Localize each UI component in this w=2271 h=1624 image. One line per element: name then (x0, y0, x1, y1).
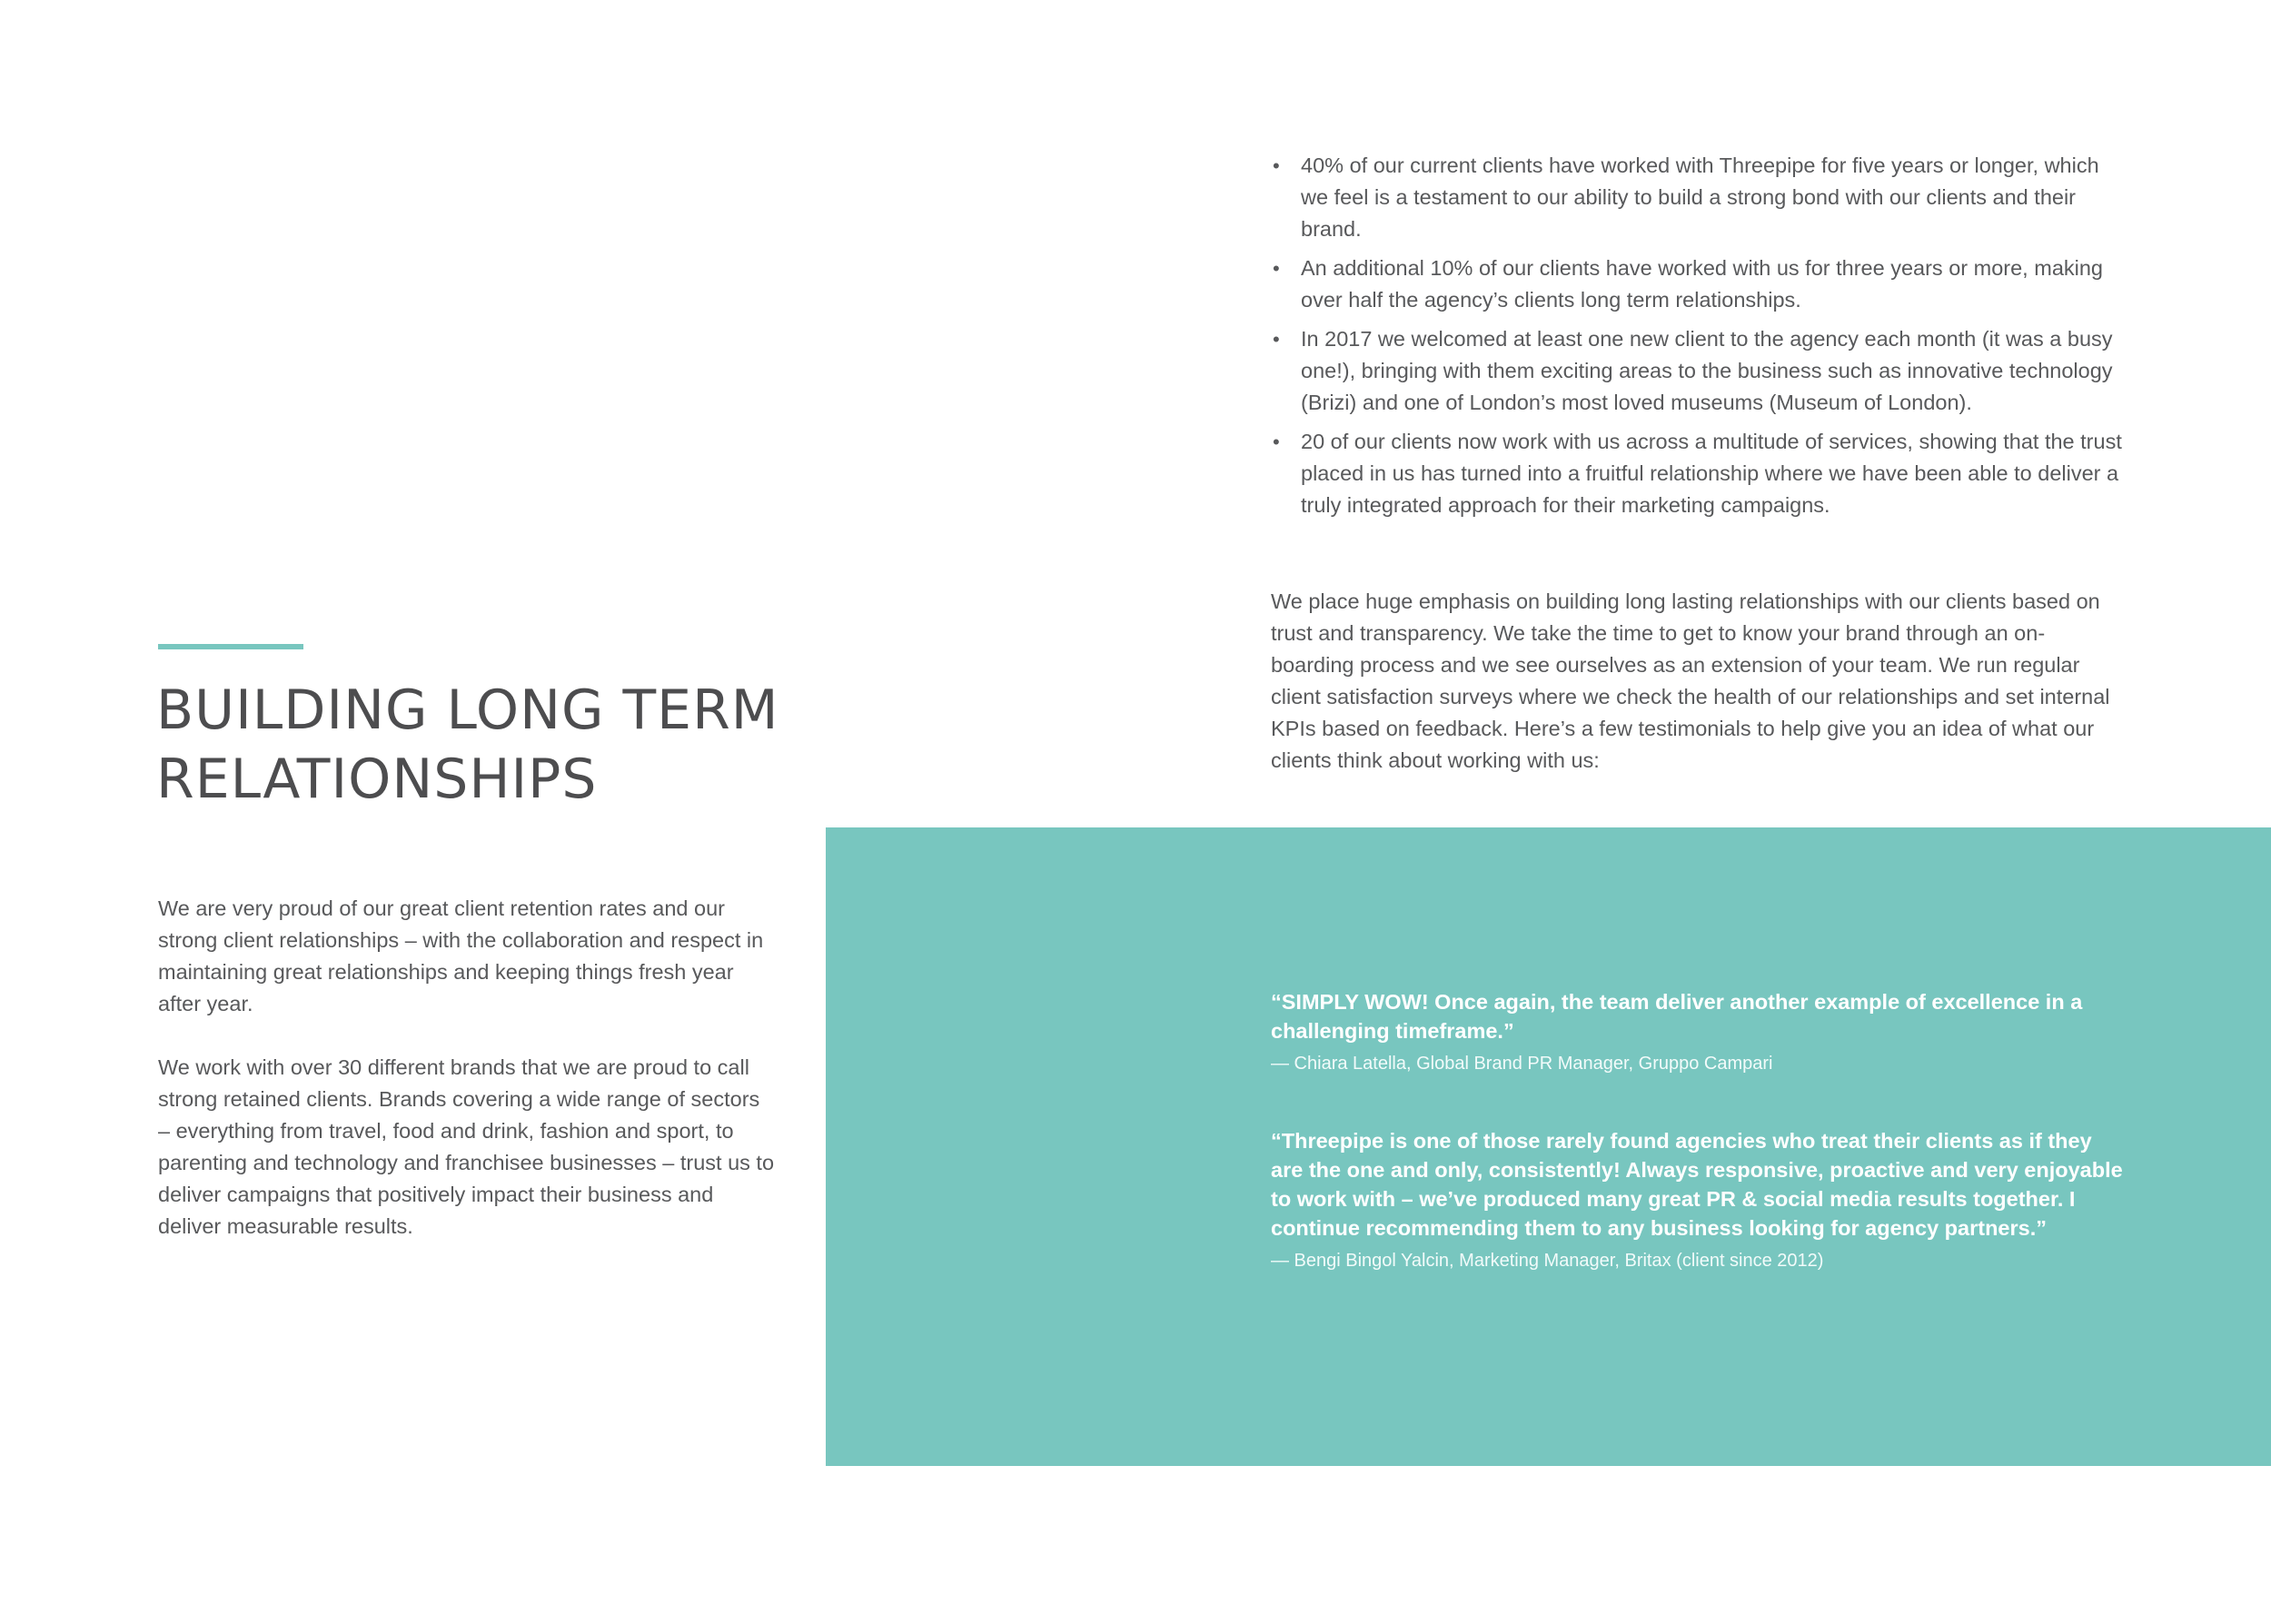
testimonial-britax (1271, 1126, 2125, 1273)
testimonial-campari (1271, 987, 2125, 1076)
bullet-text: 40% of our current clients have worked with Threepipe for five years or longer, which we feel is a testament to our ability to build a strong bond with our clients and their brand. (1301, 153, 2099, 241)
bullet-dot-icon: • (1273, 328, 1280, 351)
relationships-paragraph: We place huge emphasis on building long lasting relationships with our clients based on trust and transparency. We take the time to get to know your brand through an on-boarding process and we see ourselves as an extension of your team. We run regular client satisfaction surveys where we check the health of our relationships and set internal KPIs based on feedback. Here’s a few testimonials to help give you an idea of what our clients think about working with us: (1271, 589, 2110, 772)
testimonial-attribution: — Bengi Bingol Yalcin, Marketing Manager, Britax (client since 2012) (1271, 1251, 1824, 1271)
accent-rule (158, 644, 303, 649)
bullet-text: In 2017 we welcomed at least one new client to the agency each month (it was a busy one!), bringing with them exciting areas to the business such as innovative technology (Brizi) and one of London’s most loved museums (Museum of London). (1301, 327, 2113, 414)
stats-bullet-list (1271, 150, 2125, 529)
bullet-item-five-years (1271, 150, 2125, 245)
testimonial-quote: “Threepipe is one of those rarely found agencies who treat their clients as if they are the one and only, consistently! Always responsive, proactive and very enjoyable to work with – we’ve produced many great PR & social media results together. I continue recommending them to any business looking for agency partners.” (1271, 1129, 2123, 1240)
bullet-text: An additional 10% of our clients have worked with us for three years or more, making over half the agency’s clients long term relationships. (1301, 256, 2103, 312)
bullet-dot-icon: • (1273, 154, 1280, 177)
brands-paragraph: We work with over 30 different brands that we are proud to call strong retained clients. Brands covering a wide range of sectors – everything from travel, food and drink, fashion and sport, to parenting and technology and franchisee businesses – trust us to deliver campaigns that positively impact their business and deliver measurable results. (158, 1055, 775, 1238)
bullet-dot-icon: • (1273, 257, 1280, 280)
page-title-line-1: BUILDING LONG TERM (156, 678, 779, 742)
testimonial-quote: “SIMPLY WOW! Once again, the team deliver another example of excellence in a challenging timeframe.” (1271, 990, 2083, 1043)
bullet-dot-icon: • (1273, 431, 1280, 453)
bullet-item-2017 (1271, 323, 2125, 419)
left-body-text (158, 893, 776, 1274)
bullet-item-integrated (1271, 426, 2125, 521)
page-title-line-2: RELATIONSHIPS (156, 748, 598, 811)
bullet-item-three-years (1271, 253, 2125, 316)
page-title (156, 676, 883, 814)
bullet-text: 20 of our clients now work with us across a multitude of services, showing that the trust placed in us has turned into a fruitful relationship where we have been able to deliver a truly integrated approach for their marketing campaigns. (1301, 430, 2122, 517)
intro-paragraph: We are very proud of our great client retention rates and our strong client relationships – with the collaboration and respect in maintaining great relationships and keeping things fresh year after year. (158, 896, 764, 1015)
testimonial-attribution: — Chiara Latella, Global Brand PR Manager, Gruppo Campari (1271, 1054, 1773, 1074)
